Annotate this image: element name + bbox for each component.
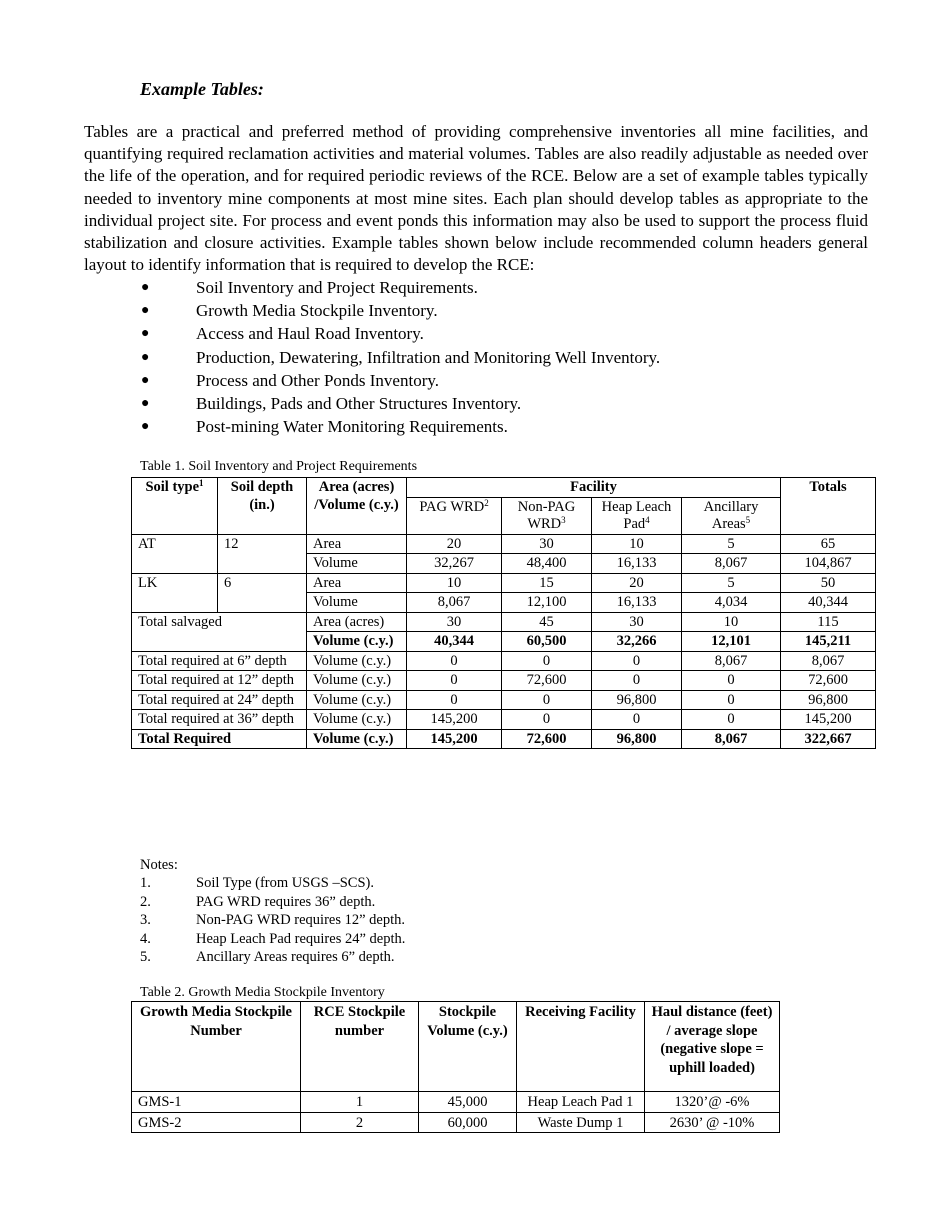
value-cell: 0 [407,690,502,710]
header-totals: Totals [781,478,876,535]
measure-cell: Area [307,534,407,554]
table-row [132,710,876,730]
value-cell: 10 [682,612,781,632]
value-cell: 96,800 [592,729,682,749]
table-row [132,729,876,749]
measure-cell: Area [307,573,407,593]
stockpile-number-cell: GMS-1 [132,1092,301,1113]
facility-cell: Waste Dump 1 [517,1112,645,1133]
measure-cell: Volume (c.y.) [307,690,407,710]
value-cell: 0 [502,690,592,710]
value-cell: 8,067 [682,729,781,749]
value-cell: 5 [682,573,781,593]
facility-cell: Heap Leach Pad 1 [517,1092,645,1113]
measure-cell: Volume [307,554,407,574]
list-item [0,346,660,369]
table1-caption: Table 1. Soil Inventory and Project Requirements [140,459,418,474]
total-cell: 8,067 [781,651,876,671]
header-ancillary-areas: Ancillary Areas$^5$ [682,497,781,534]
list-item-text: Growth Media Stockpile Inventory. [196,301,438,321]
value-cell: 32,267 [407,554,502,574]
table-row [132,1112,780,1133]
soil-type-cell: AT [132,534,218,573]
note-item: 2. PAG WRD requires 36” depth. [140,893,376,910]
soil-inventory-table [131,477,876,749]
notes-title: Notes: [140,857,178,873]
total-cell: 115 [781,612,876,632]
table-row [132,690,876,710]
value-cell: 30 [502,534,592,554]
header-stockpile-number: Growth Media Stockpile Number [132,1002,301,1092]
bullet-icon: ● [141,303,150,319]
total-cell: 72,600 [781,671,876,691]
row-label-cell: Total Required [132,729,307,749]
header-facility: Facility [407,478,781,498]
table-row [132,671,876,691]
value-cell: 0 [592,651,682,671]
row-label-cell: Total required at 24” depth [132,690,307,710]
volume-cell: 60,000 [419,1112,517,1133]
total-cell: 104,867 [781,554,876,574]
total-cell: 40,344 [781,593,876,613]
table2-caption: Table 2. Growth Media Stockpile Inventory [140,985,385,1000]
total-cell: 145,211 [781,632,876,652]
list-item-text: Post-mining Water Monitoring Requirements. [196,417,508,437]
total-cell: 50 [781,573,876,593]
value-cell: 12,101 [682,632,781,652]
value-cell: 0 [592,671,682,691]
value-cell: 8,067 [682,651,781,671]
measure-cell: Volume (c.y.) [307,632,407,652]
bullet-icon: ● [141,395,150,411]
value-cell: 10 [592,534,682,554]
measure-cell: Volume [307,593,407,613]
soil-depth-cell: 12 [218,534,307,573]
header-rce-stockpile-number: RCE Stockpile number [301,1002,419,1092]
list-item-text: Production, Dewatering, Infiltration and Monitoring Well Inventory. [196,347,661,367]
header-non-pag-wrd: Non-PAG WRD$^3$ [502,497,592,534]
value-cell: 72,600 [502,671,592,691]
value-cell: 4,034 [682,593,781,613]
stockpile-number-cell: GMS-2 [132,1112,301,1133]
table-row [132,1092,780,1113]
volume-cell: 45,000 [419,1092,517,1113]
value-cell: 60,500 [502,632,592,652]
list-item [0,415,660,438]
value-cell: 30 [592,612,682,632]
list-item-text: Soil Inventory and Project Requirements. [196,278,478,297]
list-item [0,369,660,392]
total-cell: 65 [781,534,876,554]
value-cell: 40,344 [407,632,502,652]
value-cell: 0 [682,690,781,710]
value-cell: 45 [502,612,592,632]
header-soil-depth: Soil depth (in.) [218,478,307,535]
table-row [132,612,876,632]
value-cell: 10 [407,573,502,593]
bullet-icon: ● [141,349,150,365]
list-item [0,322,660,345]
soil-type-cell: LK [132,573,218,612]
value-cell: 15 [502,573,592,593]
table-list [0,276,660,438]
value-cell: 16,133 [592,554,682,574]
rce-number-cell: 1 [301,1092,419,1113]
row-label-cell: Total required at 6” depth [132,651,307,671]
measure-cell: Volume (c.y.) [307,651,407,671]
value-cell: 0 [407,671,502,691]
header-stockpile-volume: Stockpile Volume (c.y.) [419,1002,517,1092]
value-cell: 8,067 [682,554,781,574]
soil-depth-cell: 6 [218,573,307,612]
table1-notes [140,856,406,966]
section-heading: Example Tables: [140,79,264,99]
value-cell: 32,266 [592,632,682,652]
header-receiving-facility: Receiving Facility [517,1002,645,1092]
list-item [0,392,660,415]
value-cell: 30 [407,612,502,632]
value-cell: 0 [407,651,502,671]
list-item-text: Access and Haul Road Inventory. [196,324,424,344]
bullet-icon: ● [141,419,150,435]
value-cell: 96,800 [592,690,682,710]
note-item: 3. Non-PAG WRD requires 12” depth. [140,912,406,929]
row-label-cell: Total required at 12” depth [132,671,307,691]
row-label-cell: Total required at 36” depth [132,710,307,730]
header-area-volume: Area (acres) /Volume (c.y.) [307,478,407,535]
total-cell: 145,200 [781,710,876,730]
intro-paragraph: Tables are a practical and preferred method of providing comprehensive inventories all mine facilities, and quantifying required reclamation activities and material volumes. Tables are also readily adjustable as needed over the life of the operation, and for required periodic reviews of the RCE. Below are a set of example tables typically needed to inventory mine components at most mine sites. Each plan should develop tables as appropriate to the individual project site. For process and event ponds this information may also be used to support the process fluid stabilization and closure activities. Example tables shown below include recommended column headers general layout to identify information that is required to develop the RCE: [84,122,868,275]
value-cell: 0 [502,710,592,730]
haul-cell: 2630’ @ -10% [645,1112,780,1133]
value-cell: 0 [592,710,682,730]
value-cell: 12,100 [502,593,592,613]
growth-media-stockpile-table [131,1001,780,1133]
total-cell: 96,800 [781,690,876,710]
note-item: 1. Soil Type (from USGS –SCS). [140,875,374,892]
list-item-text: Process and Other Ponds Inventory. [196,370,439,390]
header-haul-distance: Haul distance (feet) / average slope (negative slope = uphill loaded) [645,1002,780,1092]
row-label-cell: Total salvaged [132,612,307,651]
value-cell: 5 [682,534,781,554]
measure-cell: Area (acres) [307,612,407,632]
bullet-icon: ● [141,326,150,342]
table-row [132,651,876,671]
measure-cell: Volume (c.y.) [307,729,407,749]
note-item: 4. Heap Leach Pad requires 24” depth. [140,930,406,947]
table-row [132,534,876,554]
note-item: 5. Ancillary Areas requires 6” depth. [140,948,395,965]
value-cell: 72,600 [502,729,592,749]
table-row [132,573,876,593]
header-soil-type: Soil type$^1$ [132,478,218,535]
measure-cell: Volume (c.y.) [307,710,407,730]
value-cell: 0 [502,651,592,671]
rce-number-cell: 2 [301,1112,419,1133]
value-cell: 145,200 [407,729,502,749]
bullet-icon: ● [141,372,150,388]
value-cell: 20 [407,534,502,554]
value-cell: 145,200 [407,710,502,730]
header-heap-leach-pad: Heap Leach Pad$^4$ [592,497,682,534]
value-cell: 0 [682,671,781,691]
measure-cell: Volume (c.y.) [307,671,407,691]
header-pag-wrd: PAG WRD$^2$ [407,497,502,534]
haul-cell: 1320’@ -6% [645,1092,780,1113]
value-cell: 0 [682,710,781,730]
total-cell: 322,667 [781,729,876,749]
value-cell: 16,133 [592,593,682,613]
value-cell: 8,067 [407,593,502,613]
list-item [0,299,660,322]
value-cell: 20 [592,573,682,593]
list-item [0,276,660,299]
list-item-text: Buildings, Pads and Other Structures Inventory. [196,393,522,413]
bullet-icon: ● [141,280,150,295]
value-cell: 48,400 [502,554,592,574]
